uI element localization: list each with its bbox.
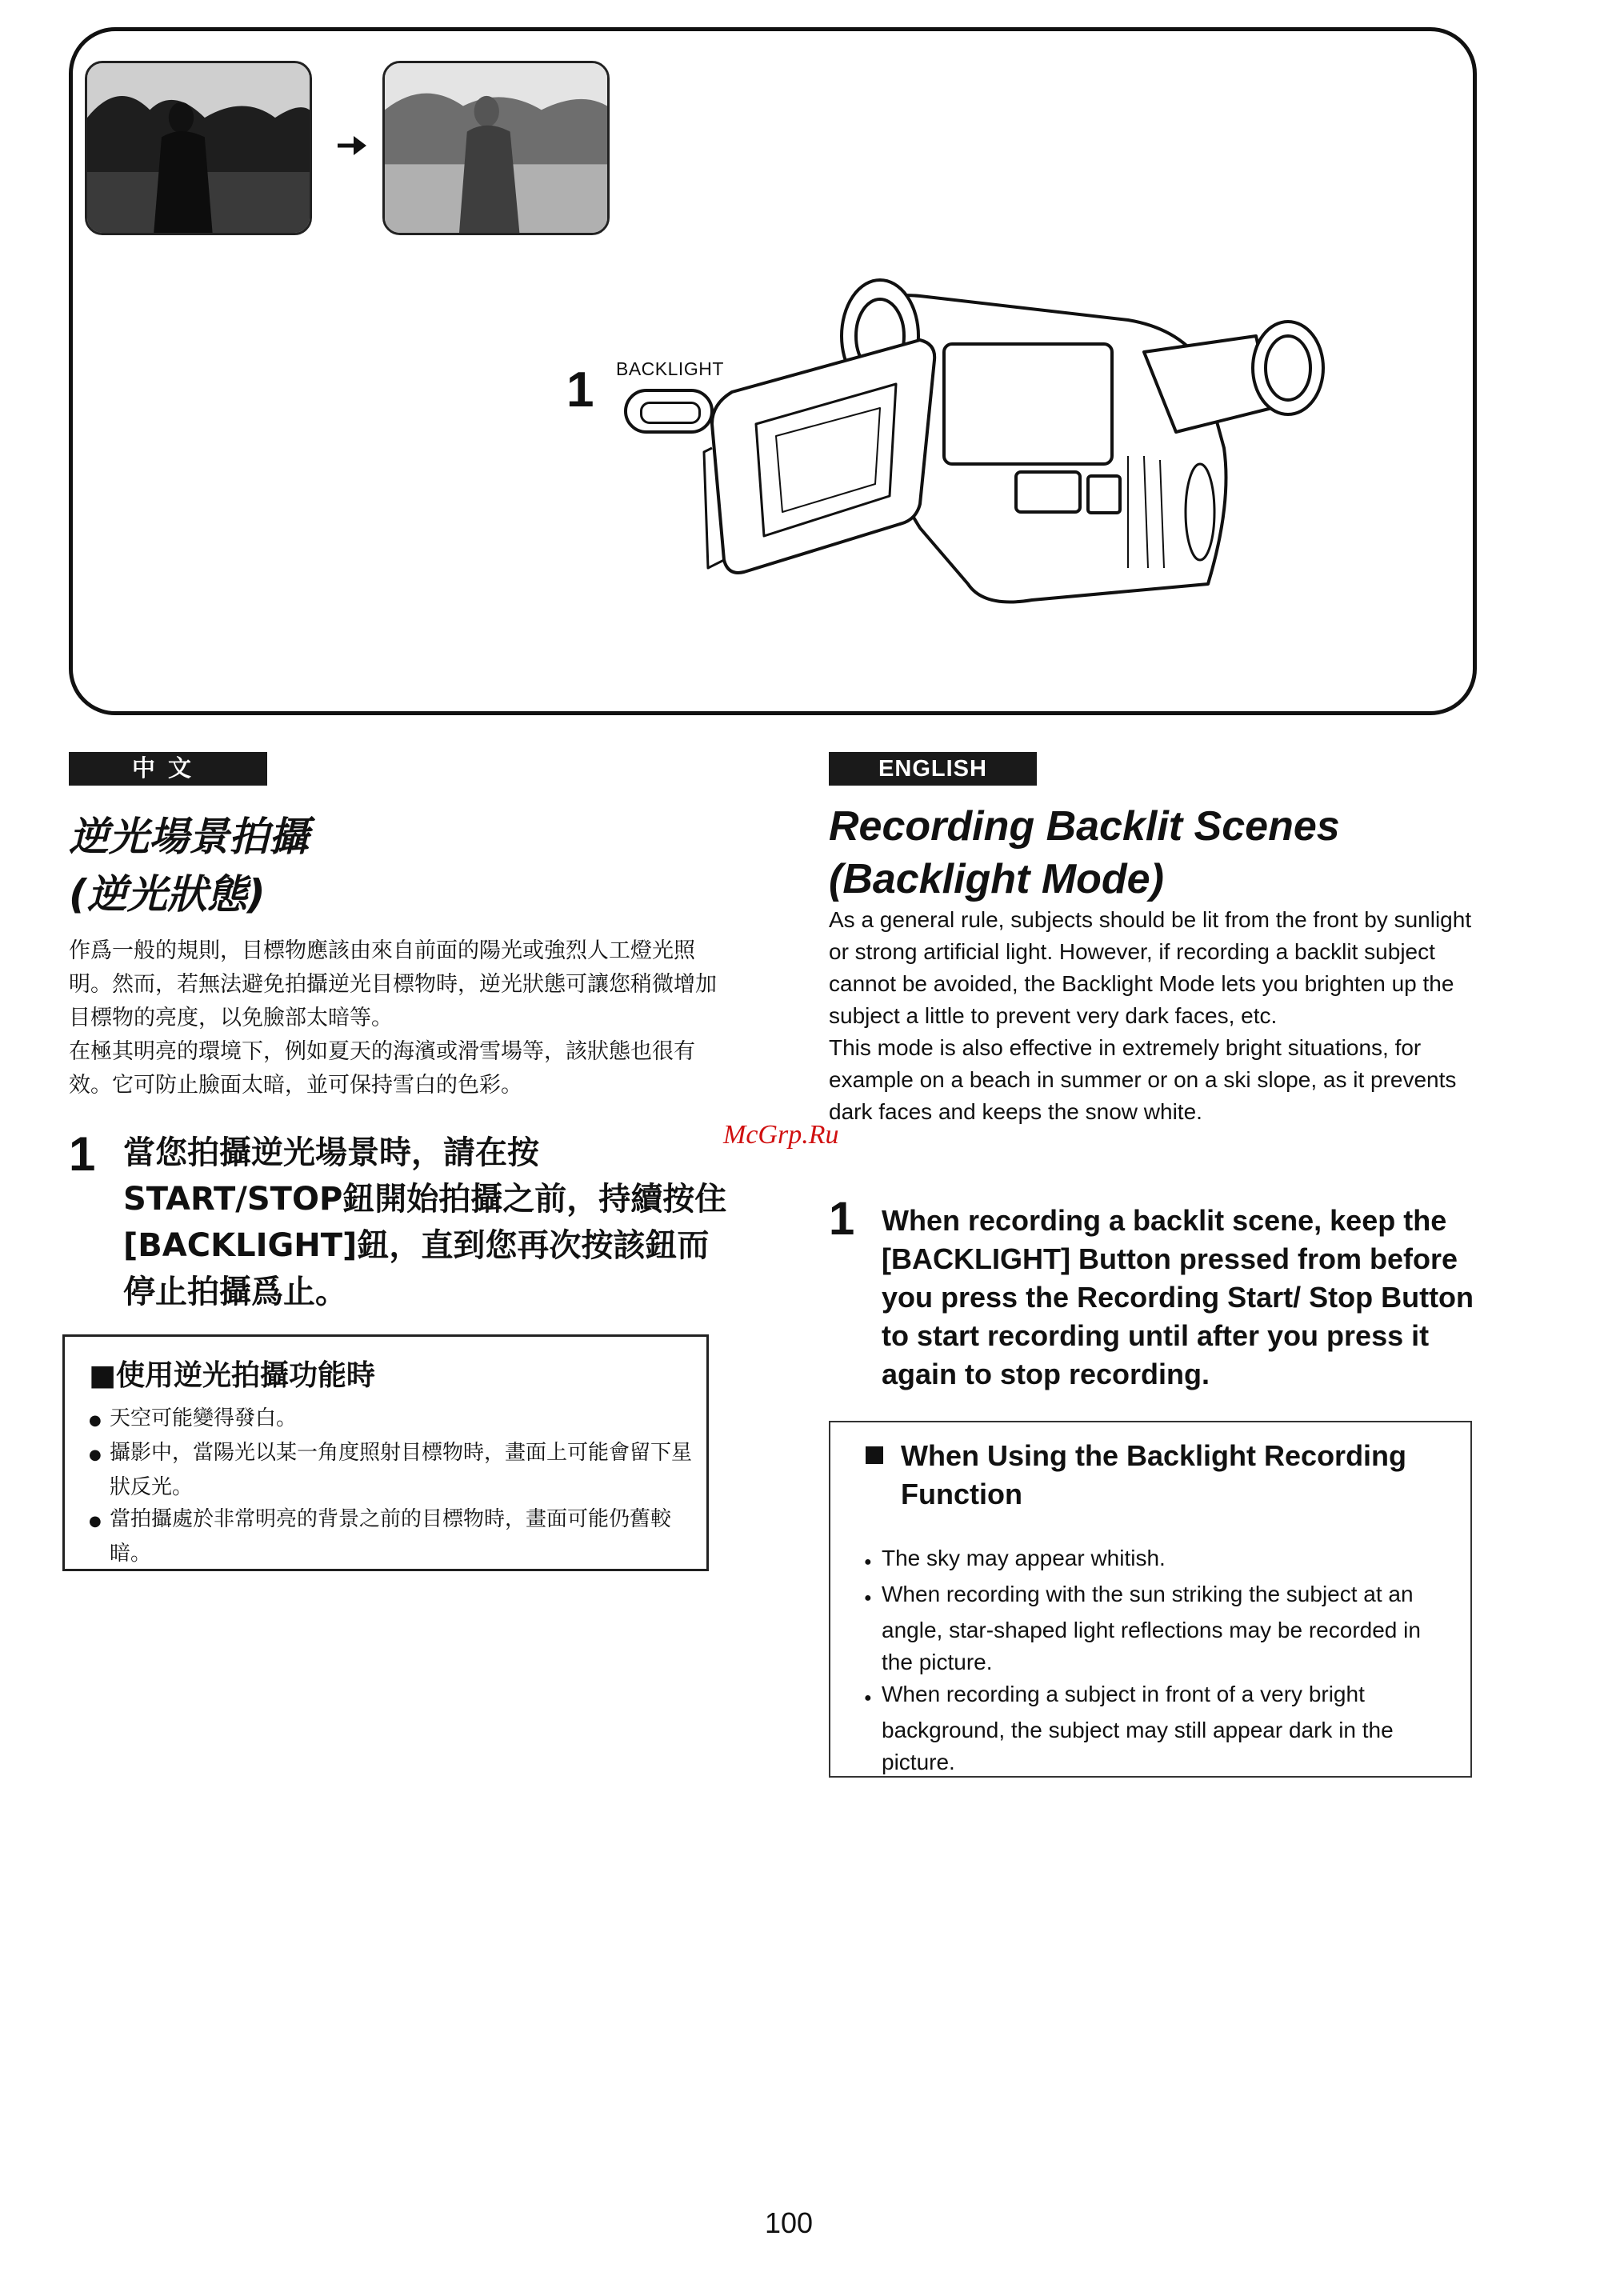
chinese-title-line1: 逆光場景拍攝 (69, 814, 309, 860)
list-item: ● 天空可能變得發白。 (89, 1402, 697, 1437)
chinese-title-line2: (逆光狀態) (69, 871, 266, 918)
english-paragraph-2: This mode is also effective in extremely bright situations, for example on a beach in summer or on a ski slope, as it prevents dark faces and keeps the snow white. (829, 1035, 1457, 1124)
figure-step-number: 1 (566, 362, 594, 418)
watermark: McGrp.Ru (723, 1120, 839, 1150)
list-item: ● 攝影中，當陽光以某一角度照射目標物時，畫面上可能會留下星狀反光。 (89, 1437, 697, 1503)
list-item: ● The sky may appear whitish. (864, 1542, 1456, 1578)
chinese-body (69, 934, 725, 1102)
chinese-notes-box (62, 1334, 709, 1571)
english-paragraph-1: As a general rule, subjects should be lit from the front by sunlight or strong artificial light. However, if recording a backlit subject cannot be avoided, the Backlight Mode lets you brighten up the subject a little to prevent very dark faces, etc. (829, 907, 1472, 1028)
chinese-step-text: 當您拍攝逆光場景時，請在按START/STOP鈕開始拍攝之前，持續按住[BACKLIGHT]鈕，直到您再次按該鈕而停止拍攝爲止。 (123, 1134, 727, 1310)
chinese-notes-list (89, 1402, 697, 1570)
english-title-line1: Recording Backlit Scenes (829, 803, 1340, 850)
list-item: ● When recording a subject in front of a very bright background, the subject may still appear dark in the picture. (864, 1678, 1456, 1778)
english-step-number: 1 (829, 1193, 855, 1245)
english-notes-box (829, 1421, 1472, 1778)
chinese-paragraph-1: 作爲一般的規則，目標物應該由來自前面的陽光或強烈人工燈光照明。然而，若無法避免拍攝逆光目標物時，逆光狀態可讓您稍微增加目標物的亮度，以免臉部太暗等。 (69, 938, 717, 1030)
english-notes-list (864, 1542, 1456, 1778)
page-number: 100 (764, 2206, 814, 2239)
camcorder-illustration (680, 264, 1360, 680)
list-item: ● When recording with the sun striking the subject at an angle, star-shaped light reflections may be recorded in the picture. (864, 1578, 1456, 1678)
english-notes-title (866, 1437, 1445, 1514)
chinese-title (69, 808, 309, 923)
backlight-button-label: BACKLIGHT (616, 358, 724, 379)
english-section-tag: ENGLISH (829, 752, 1037, 786)
arrow-right-icon (334, 128, 370, 163)
english-notes-title-text: When Using the Backlight Recording Function (901, 1439, 1407, 1510)
chinese-step-number: 1 (69, 1127, 96, 1181)
chinese-section-tag: 中文 (69, 752, 267, 786)
chinese-paragraph-2: 在極其明亮的環境下，例如夏天的海濱或滑雪場等，該狀態也很有效。它可防止臉面太暗，並可保持雪白的色彩。 (69, 1039, 695, 1098)
square-bullet-icon (866, 1446, 883, 1464)
chinese-notes-title: ■使用逆光拍攝功能時 (89, 1359, 376, 1392)
list-item: ● 當拍攝處於非常明亮的背景之前的目標物時，畫面可能仍舊較暗。 (89, 1503, 697, 1570)
backlit-photo-after (382, 61, 610, 235)
english-step-text: When recording a backlit scene, keep the [BACKLIGHT] Button pressed from before you press the Recording Start/ Stop Button to start recording until after you press it again to stop recording. (882, 1204, 1474, 1390)
english-body (829, 904, 1485, 1128)
english-title-line2: (Backlight Mode) (829, 856, 1164, 902)
english-title (829, 800, 1533, 906)
backlit-photo-before (85, 61, 312, 235)
